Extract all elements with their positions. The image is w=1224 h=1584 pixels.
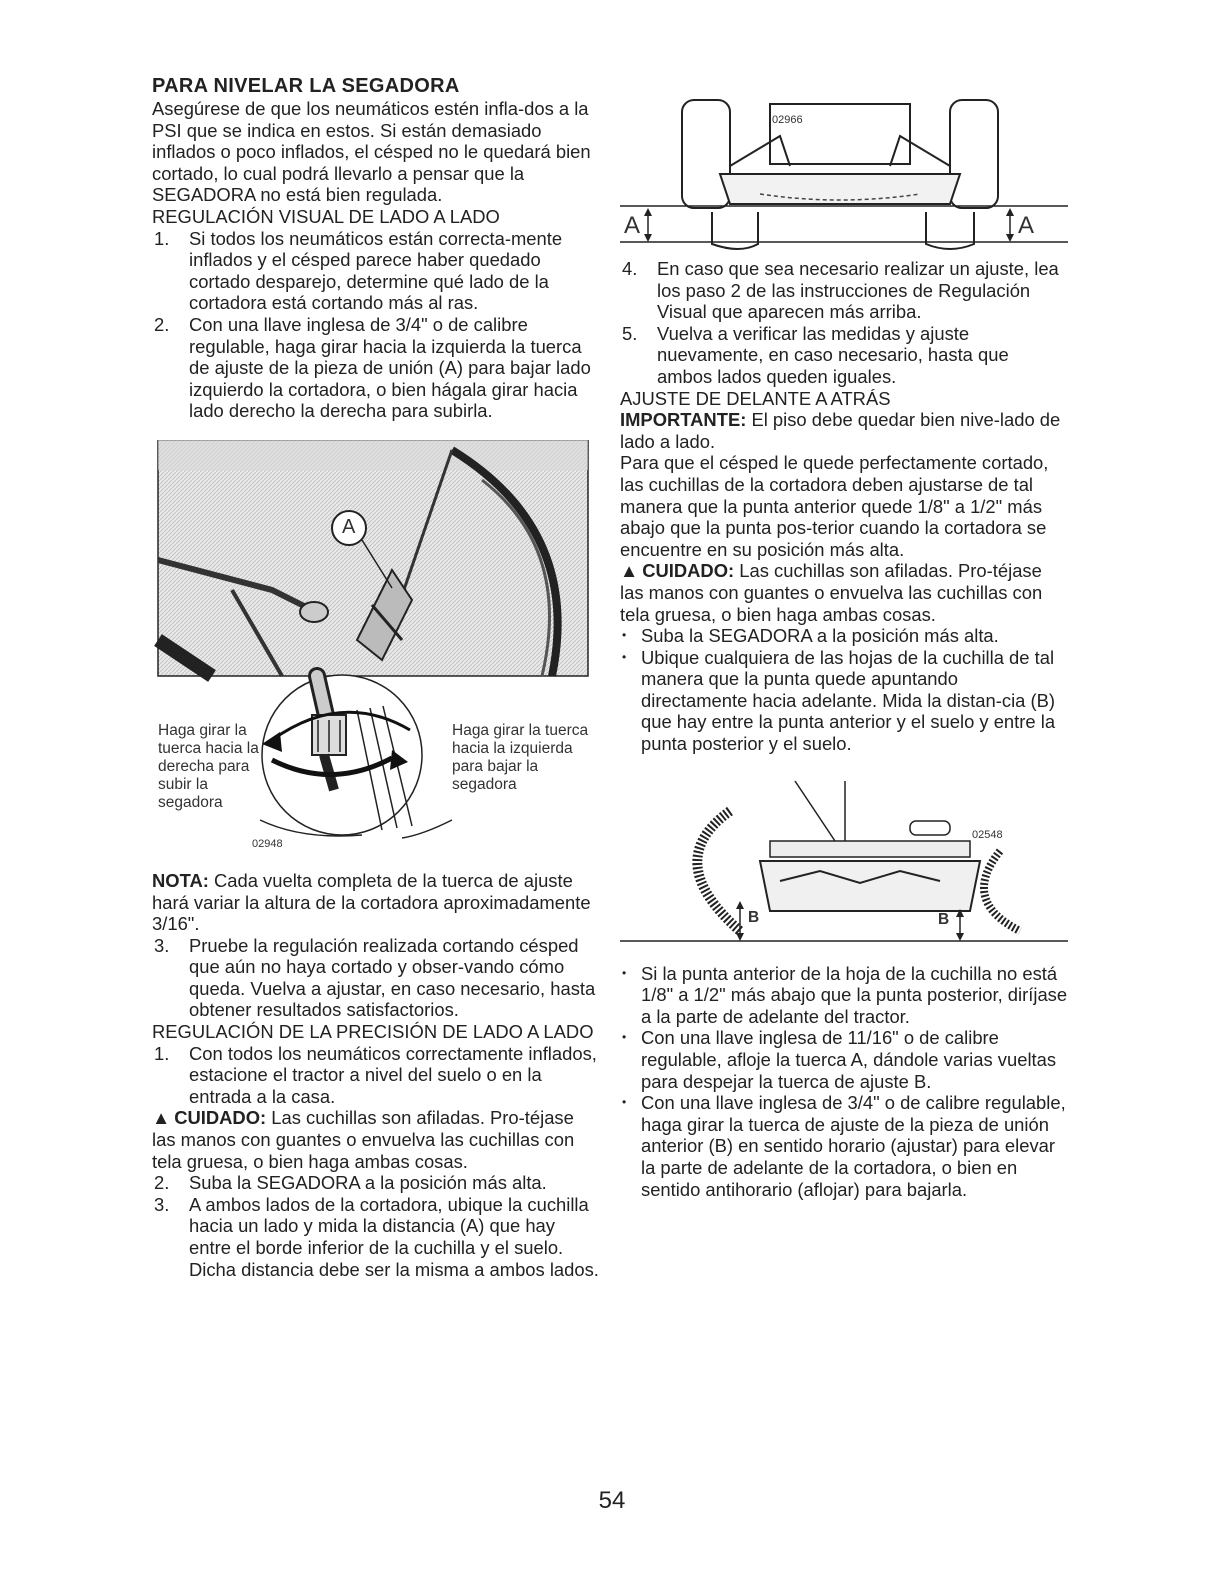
- figure-front-to-back: [620, 771, 1068, 949]
- important-label: IMPORTANTE:: [620, 409, 747, 431]
- list-item: • Con una llave inglesa de 3/4" o de calibre regulable, haga girar la tuerca de ajuste de la pieza de unión anterior (B) en sentido horario (ajustar) para elevar la parte de adelante de la cortadora, o bien en sentido antihorario (aflojar) para bajarla.: [622, 1092, 1066, 1200]
- note-paragraph: NOTA: Cada vuelta completa de la tuerca de ajuste hará variar la altura de la cortadora aproximadamente 3/16".: [152, 869, 591, 935]
- figure-code: 02548: [972, 828, 1003, 841]
- important-paragraph: IMPORTANTE: El piso debe quedar bien nive-lado de lado a lado.: [620, 409, 1061, 452]
- label-a-left: A: [624, 212, 641, 239]
- list-item: 1. Si todos los neumáticos están correcta-mente inflados y el césped parece haber quedado cortado desparejo, determine qué lado de la cortadora está cortando más al ras.: [154, 227, 563, 314]
- caution-paragraph: ▲ CUIDADO: Las cuchillas son afiladas. Pro-téjase las manos con guantes o envuelva las cuchillas con tela gruesa, o bien haga ambas cosas.: [620, 560, 1043, 625]
- section-title: PARA NIVELAR LA SEGADORA: [152, 75, 460, 97]
- precision-heading: REGULACIÓN DE LA PRECISIÓN DE LADO A LADO: [152, 1021, 594, 1043]
- callout-label-a: A: [342, 515, 356, 538]
- list-item: • Si la punta anterior de la hoja de la cuchilla no está 1/8" a 1/2" más abajo que la punta posterior, diríjase a la parte de adelante del tractor.: [622, 962, 1068, 1027]
- caution-paragraph: ▲ CUIDADO: Las cuchillas son afiladas. Pro-téjase las manos con guantes o envuelva las cuchillas con tela gruesa, o bien haga ambas cosas.: [152, 1107, 575, 1172]
- warning-icon: ▲: [152, 1107, 171, 1129]
- figure-side-to-side: [620, 76, 1068, 258]
- list-item: 4. En caso que sea necesario realizar un ajuste, lea los paso 2 de las instrucciones de Regulación Visual que aparecen más arriba.: [622, 258, 1059, 323]
- label-a-right: A: [1018, 212, 1035, 239]
- label-turn-right: Haga girar la tuerca hacia la derecha para subir la segadora: [158, 721, 259, 811]
- figure-code: 02966: [772, 114, 803, 126]
- figure-adjustment-nut: [152, 440, 600, 870]
- right-column: [620, 74, 1068, 1200]
- list-item: 2. Suba la SEGADORA a la posición más alta.: [154, 1172, 547, 1194]
- note-label: NOTA:: [152, 869, 209, 891]
- list-item: 5. Vuelva a verificar las medidas y ajuste nuevamente, en caso necesario, hasta que ambos lados queden iguales.: [622, 322, 1009, 387]
- front-to-back-heading: AJUSTE DE DELANTE A ATRÁS: [620, 387, 891, 409]
- intro-paragraph: Asegúrese de que los neumáticos estén infla-dos a la PSI que se indica en estos. Si están demasiado inflados o poco inflados, el césped no le quedará bien cortado, lo cual podrá llevarlo a pensar que la SEGADORA no está bien regulada.: [152, 98, 591, 206]
- figure-code: 02948: [252, 837, 283, 850]
- list-item: 3. A ambos lados de la cortadora, ubique la cuchilla hacia un lado y mida la distancia (A) que hay entre el borde inferior de la cuchilla y el suelo. Dicha distancia debe ser la misma a ambos lados.: [154, 1193, 599, 1280]
- list-item: • Suba la SEGADORA a la posición más alta.: [622, 625, 999, 647]
- list-item: 2. Con una llave inglesa de 3/4" o de calibre regulable, haga girar hacia la izquierda la tuerca de ajuste de la pieza de unión (A) para bajar lado izquierdo la cortadora, o bien hágala girar hacia lado derecho la derecha para subirla.: [154, 313, 591, 422]
- blade-paragraph: Para que el césped le quede perfectamente cortado, las cuchillas de la cortadora deben ajustarse de tal manera que la punta anterior quede 1/8" a 1/2" más abajo que la punta pos-terior cuando la cortadora se encuentre en su posición más alta.: [620, 452, 1049, 560]
- page-number: 54: [598, 1487, 626, 1514]
- label-b-left: B: [748, 908, 760, 926]
- visual-regulation-heading: REGULACIÓN VISUAL DE LADO A LADO: [152, 205, 500, 227]
- caution-label: CUIDADO:: [174, 1107, 267, 1129]
- list-item: • Con una llave inglesa de 11/16" o de calibre regulable, afloje la tuerca A, dándole varias vueltas para despejar la tuerca de ajuste B.: [622, 1027, 1057, 1092]
- list-item: 3. Pruebe la regulación realizada cortando césped que aún no haya cortado y obser-vando cómo queda. Vuelva a ajustar, en caso necesario, hasta obtener resultados satisfactorios.: [154, 934, 596, 1021]
- label-b-right: B: [938, 910, 950, 928]
- caution-label: CUIDADO:: [642, 560, 735, 582]
- list-item: 1. Con todos los neumáticos correctamente inflados, estacione el tractor a nivel del suelo o en la entrada a la casa.: [154, 1042, 597, 1107]
- mower-deck-front-illustration: [620, 76, 1068, 258]
- mower-side-illustration: [620, 771, 1068, 949]
- label-turn-left: Haga girar la tuerca hacia la izquierda para bajar la segadora: [452, 721, 589, 793]
- left-column: [152, 74, 600, 1280]
- warning-icon: ▲: [620, 560, 639, 582]
- list-item: • Ubique cualquiera de las hojas de la cuchilla de tal manera que la punta quede apuntando directamente hacia adelante. Mida la distan-cia (B) que hay entre la punta anterior y el suelo y entre la punta posterior y el suelo.: [622, 646, 1056, 755]
